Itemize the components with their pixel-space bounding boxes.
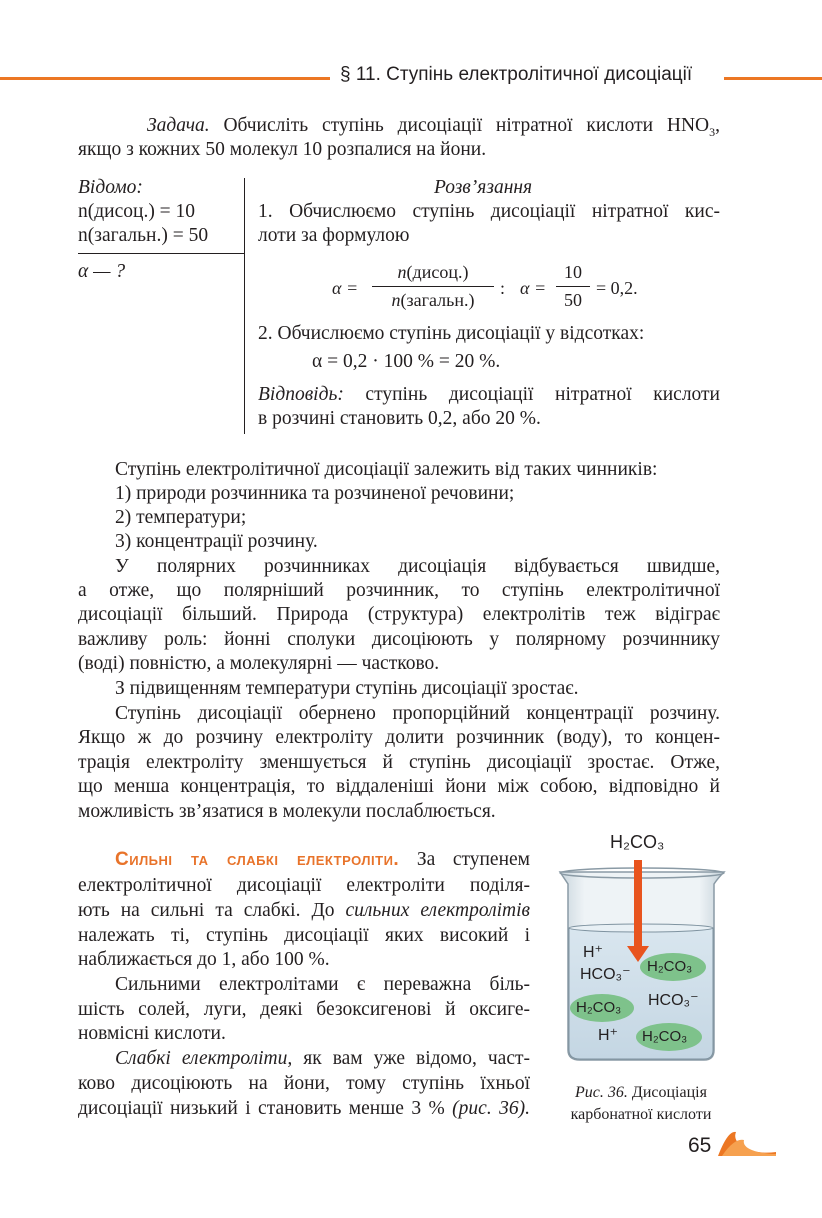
section-p3-l3-text: дисоціації низький і становить менше 3 % [78,1098,445,1119]
figure-caption-l2: карбонатної кислоти [570,1106,712,1123]
formula-fraction-bar [372,286,494,287]
solution-step1-l2: лоти за формулою [258,225,410,246]
factors-item-3: 3) концентрації розчину. [115,531,318,552]
section-p1-l1-text: За ступенем [416,849,531,870]
factors-item-1: 1) природи розчинника та розчиненої речовини; [115,483,515,504]
polar-l2: а отже, що полярніший розчинник, то ступінь електролітичної [78,580,720,601]
section-heading: Сильні та слабкі електроліти. [115,849,400,870]
ion-h2co3-3: H₂CO₃ [642,1028,688,1045]
section-p2-l1: Сильними електролітами є переважна біль- [115,974,530,995]
polar-l5: (воді) повністю, а молекулярні — частково. [78,653,440,674]
section-p2-l2: шість солей, луги, деякі безоксигенові й оксиге- [78,999,530,1020]
section-p1-l3 [78,899,530,923]
formula-numerator: n(дисоц.) [397,262,469,282]
section-p3-l1-italic: Слабкі електроліти, [115,1048,293,1069]
section-p3-l1 [115,1047,530,1071]
given-row-2: n(загальн.) = 50 [78,225,209,246]
formula2-denominator: 50 [564,290,582,310]
ion-h-1: H⁺ [583,944,603,961]
solution-step1-l1: 1. Обчислюємо ступінь дисоціації нітратної кис- [258,201,720,222]
task-text: Обчисліть ступінь дисоціації нітратної кислоти HNO [223,115,710,136]
solution-answer-l1 [258,383,720,407]
task-sub: 3 [709,124,716,139]
task-label: Задача. [146,115,210,136]
section-p1-l1 [115,848,530,872]
given-row-1: n(дисоц.) = 10 [78,201,196,222]
solution-step2: 2. Обчислюємо ступінь дисоціації у відсотках: [258,323,645,344]
formula-alpha: α = [332,278,359,298]
polar-l4: важливу роль: йонні сполуки дисоціюють у полярному розчиннику [78,629,720,650]
section-p1-l3-italic: сильних електролітів [345,900,530,921]
ion-h2co3-2: H₂CO₃ [576,999,622,1016]
section-p2-l3: новмісні кислоти. [78,1023,226,1044]
task-comma: , [715,115,721,136]
ion-hco3-1: HCO₃⁻ [580,966,631,983]
conc-l2: Якщо ж до розчину електроліту долити розчинник (воду), то концен- [78,727,720,748]
arrow-shaft [634,860,642,948]
given-vertical-rule [244,178,245,434]
chapter-title: § 11. Ступінь електролітичної дисоціації [340,64,693,85]
answer-label: Відповідь: [258,384,344,405]
formula2-alpha: α = [520,278,547,298]
caption-text-1: Дисоціація [631,1084,707,1101]
factors-intro: Ступінь електролітичної дисоціації залежить від таких чинників: [115,459,658,480]
section-p1-l4: належать ті, ступінь дисоціації яких високий і [78,925,530,946]
formula2-result: = 0,2. [596,278,638,298]
formula2-numerator: 10 [564,262,582,282]
ion-h-2: H⁺ [598,1027,618,1044]
section-p3-l3 [78,1097,530,1121]
given-unknown: α — ? [78,261,126,282]
conc-l5: можливість зв’язатися в молекули послаблюється. [78,801,496,822]
conc-l1: Ступінь дисоціації обернено пропорційний концентрації розчину. [115,703,720,724]
given-divider [78,253,244,254]
section-p1-l2: електролітичної дисоціації електроліти поділя- [78,875,530,896]
formula2-fraction-bar [556,286,590,287]
temp-paragraph: З підвищенням температури ступінь дисоціації зростає. [115,678,579,699]
solution-step2-formula: α = 0,2 · 100 % = 20 %. [312,351,501,372]
page-corner-decoration [718,1128,778,1158]
section-p1-l3-text: ють на сильні та слабкі. До [78,900,335,921]
polar-l3: дисоціації більший. Природа (структура) електролітів теж відіграє [78,604,720,625]
formula-denominator: n(загальн.) [391,290,475,310]
page-number: 65 [688,1134,712,1157]
task-line-2: якщо з кожних 50 молекул 10 розпалися на йони. [78,139,487,160]
section-p1-l5: наближається до 1, або 100 %. [78,949,330,970]
ion-hco3-2: HCO₃⁻ [648,992,699,1009]
figure-caption-l1 [548,1082,734,1104]
conc-l3: трація електроліту зменшується й ступінь дисоціації зростає. Отже, [78,752,720,773]
formula-colon: : [500,278,506,298]
conc-l4: що менша концентрація, то віддаленіші йони між собою, відповідно й [78,776,720,797]
caption-label: Рис. 36. [575,1084,628,1101]
solution-answer-l2: в розчині становить 0,2, або 20 %. [258,408,541,429]
factors-item-2: 2) температури; [115,507,247,528]
figure-top-label: H₂CO₃ [610,832,665,852]
section-p3-l1-text: як вам уже відомо, част- [303,1048,531,1069]
answer-text: ступінь дисоціації нітратної кислоти [343,384,720,405]
section-p3-l2: ково дисоціюють на йони, тому ступінь їхньої [78,1073,530,1094]
polar-l1: У полярних розчинниках дисоціація відбувається швидше, [115,556,720,577]
section-p3-l3-ref: (рис. 36). [452,1098,530,1119]
header-rule-right [724,77,822,80]
ion-h2co3-1: H₂CO₃ [647,958,693,975]
header-rule-left [0,77,330,80]
beaker-figure [548,828,734,1070]
solution-title: Розв’язання [434,177,533,198]
given-title: Відомо: [78,177,143,198]
